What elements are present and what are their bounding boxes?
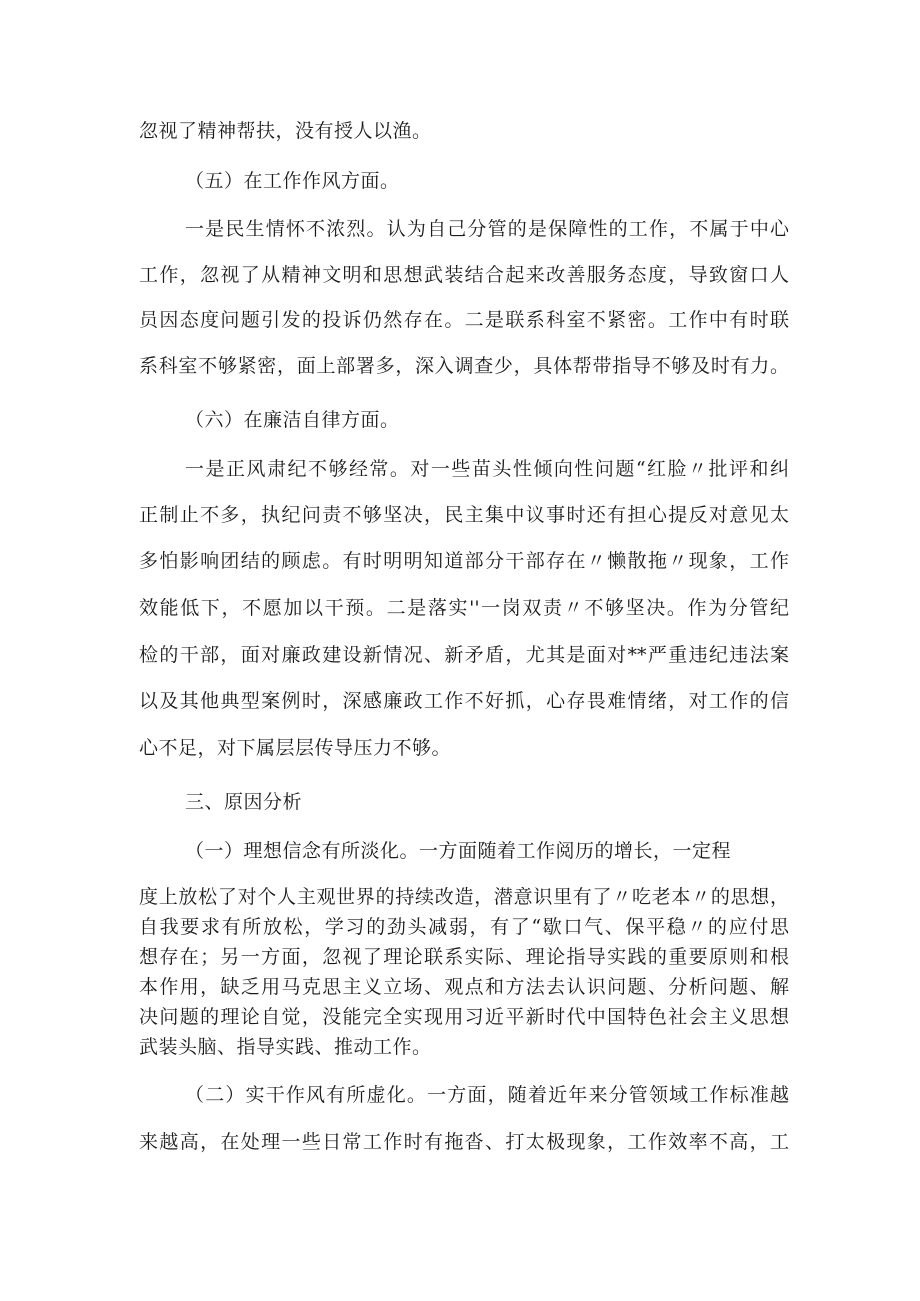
paragraph-line-8: 一是正风肃纪不够经常。对一些苗头性倾向性问题“红脸〃批评和纠 bbox=[185, 458, 789, 480]
paragraph-line-20: 本作用，缺乏用马克思主义立场、观点和方法去认识问题、分析问题、解 bbox=[139, 976, 789, 998]
paragraph-line-1: 忽视了精神帮扶，没有授人以渔。 bbox=[139, 120, 432, 142]
paragraph-line-10: 多怕影响团结的顾虑。有时明明知道部分干部存在〃懒散拖〃现象，工作 bbox=[139, 550, 789, 572]
paragraph-line-23: （二）实干作风有所虚化。一方面，随着近年来分管领域工作标准越 bbox=[185, 1084, 789, 1106]
paragraph-line-9: 正制止不多，执纪问责不够坚决，民主集中议事时还有担心提反对意见太 bbox=[139, 504, 789, 526]
section-heading-five: （五）在工作作风方面。 bbox=[185, 170, 400, 192]
paragraph-line-11: 效能低下，不愿加以干预。二是落实''一岗双责〃不够坚决。作为分管纪 bbox=[139, 597, 789, 619]
section-heading-cause-analysis: 三、原因分析 bbox=[185, 791, 303, 813]
paragraph-line-16: （一）理想信念有所淡化。一方面随着工作阅历的增长，一定程 bbox=[185, 840, 732, 862]
paragraph-line-24: 来越高，在处理一些日常工作时有拖沓、打太极现象，工作效率不高，工 bbox=[139, 1131, 789, 1153]
paragraph-line-22: 武装头脑、指导实践、推动工作。 bbox=[139, 1036, 432, 1058]
paragraph-line-6: 系科室不够紧密，面上部署多，深入调查少，具体帮带指导不够及时有力。 bbox=[139, 355, 789, 377]
paragraph-line-18: 自我要求有所放松，学习的劲头减弱，有了“歇口气、保平稳〃的应付思 bbox=[139, 916, 789, 938]
section-heading-six: （六）在廉洁自律方面。 bbox=[185, 409, 400, 431]
paragraph-line-12: 检的干部，面对廉政建设新情况、新矛盾，尤其是面对**严重违纪违法案 bbox=[139, 644, 789, 666]
paragraph-line-14: 心不足，对下属层层传导压力不够。 bbox=[139, 737, 452, 759]
paragraph-line-21: 决问题的理论自觉，没能完全实现用习近平新时代中国特色社会主义思想 bbox=[139, 1006, 789, 1028]
paragraph-line-13: 以及其他典型案例时，深感廉政工作不好抓，心存畏难情绪，对工作的信 bbox=[139, 690, 789, 712]
paragraph-line-3: 一是民生情怀不浓烈。认为自己分管的是保障性的工作，不属于中心 bbox=[185, 218, 789, 240]
paragraph-line-5: 员因态度问题引发的投诉仍然存在。二是联系科室不紧密。工作中有时联 bbox=[139, 309, 789, 331]
paragraph-line-19: 想存在；另一方面，忽视了理论联系实际、理论指导实践的重要原则和根 bbox=[139, 946, 789, 968]
paragraph-line-4: 工作，忽视了从精神文明和思想武装结合起来改善服务态度，导致窗口人 bbox=[139, 264, 789, 286]
paragraph-line-17: 度上放松了对个人主观世界的持续改造，潜意识里有了〃吃老本〃的思想， bbox=[139, 886, 789, 908]
